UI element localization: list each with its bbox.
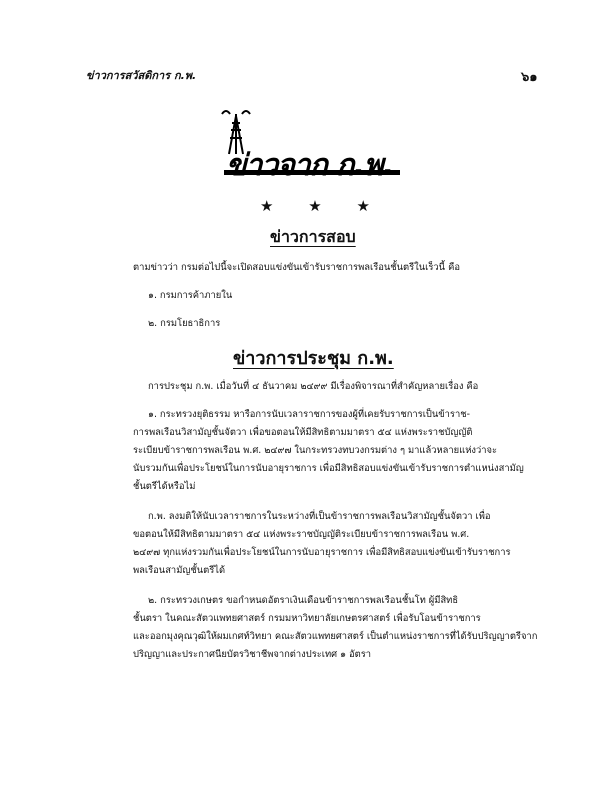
exam-item: ๒. กรมโยธาธิการ bbox=[148, 318, 221, 329]
paragraph-line: ปริญญาและประกาศนียบัตรวิชาชีพจากต่างประเทศ ๑ อัตรา bbox=[133, 649, 372, 660]
paragraph-line: การพลเรือนวิสามัญชั้นจัตวา เพื่อขอตอนให้มีสิทธิตามมาตรา ๕๔ แห่งพระราชบัญญัติ bbox=[133, 427, 473, 438]
logo-title: ข่าวจาก ก.พ. bbox=[226, 148, 393, 183]
paragraph-line: ระเบียบข้าราชการพลเรือน พ.ศ. ๒๔๙๗ ในกระทรวงทบวงกรมต่าง ๆ มาแล้วหลายแห่งว่าจะ bbox=[133, 445, 498, 456]
paragraph-line: ๒๔๙๗ ทุกแห่งรวมกันเพื่อประโยชน์ในการนับอายุราชการ เพื่อมีสิทธิสอบแข่งขันเข้ารับราชการ bbox=[133, 547, 511, 558]
meeting-intro: การประชุม ก.พ. เมื่อวันที่ ๔ ธันวาคม ๒๔๙๙ มีเรื่องพิจารณาที่สำคัญหลายเรื่อง คือ bbox=[148, 381, 479, 392]
paragraph-line: ก.พ. ลงมติให้นับเวลาราชการในระหว่างที่เป็นข้าราชการพลเรือนวิสามัญชั้นจัตวา เพื่อ bbox=[148, 511, 491, 522]
star-icon: ★ bbox=[356, 197, 370, 215]
exam-item: ๑. กรมการค้าภายใน bbox=[148, 290, 233, 301]
paragraph-line: และออกมุงคุณวุฒิให้ผมเกศท์วิทยา คณะสัตวแพทยศาสตร์ เป็นตำแหน่งราชการที่ได้รับปริญญาตรีจาก bbox=[133, 631, 538, 642]
star-icon: ★ bbox=[308, 197, 322, 215]
paragraph-line: นับรวมกันเพื่อประโยชน์ในการนับอายุราชการ เพื่อมีสิทธิสอบแข่งขันเข้ารับราชการตำแหน่งสามัญ bbox=[133, 463, 524, 474]
section-title-exams: ข่าวการสอบ bbox=[270, 227, 356, 246]
paragraph-line: ขอตอนให้มีสิทธิตามมาตรา ๕๔ แห่งพระราชบัญญัติระเบียบข้าราชการพลเรือน พ.ศ. bbox=[133, 529, 470, 540]
section-title-meeting: ข่าวการประชุม ก.พ. bbox=[233, 348, 394, 369]
paragraph-line: ชั้นตรา ในคณะสัตวแพทยศาสตร์ กรมมหาวิทยาลัยเกษตรศาสตร์ เพื่อรับโอนข้าราชการ bbox=[133, 613, 481, 624]
paragraph-line: พลเรือนสามัญชั้นตรีได้ bbox=[133, 565, 226, 576]
page-number: ๖๑ bbox=[521, 70, 538, 85]
star-divider bbox=[260, 197, 370, 215]
paragraph-line: ๒. กระทรวงเกษตร ขอกำหนดอัตราเงินเดือนข้าราชการพลเรือนชั้นโท ผู้มีสิทธิ bbox=[148, 595, 459, 606]
star-icon: ★ bbox=[260, 197, 274, 215]
exams-intro: ตามข่าวว่า กรมต่อไปนี้จะเปิดสอบแข่งขันเข้ารับราชการพลเรือนชั้นตรีในเร็วนี้ คือ bbox=[133, 262, 460, 273]
running-header: ข่าวการสวัสดิการ ก.พ. bbox=[86, 69, 197, 82]
paragraph-line: ชั้นตรีได้หรือไม่ bbox=[133, 481, 196, 492]
paragraph-line: ๑. กระทรวงยุติธรรม หารือการนับเวลาราชการของผู้ที่เคยรับราชการเป็นข้าราช- bbox=[148, 409, 470, 420]
